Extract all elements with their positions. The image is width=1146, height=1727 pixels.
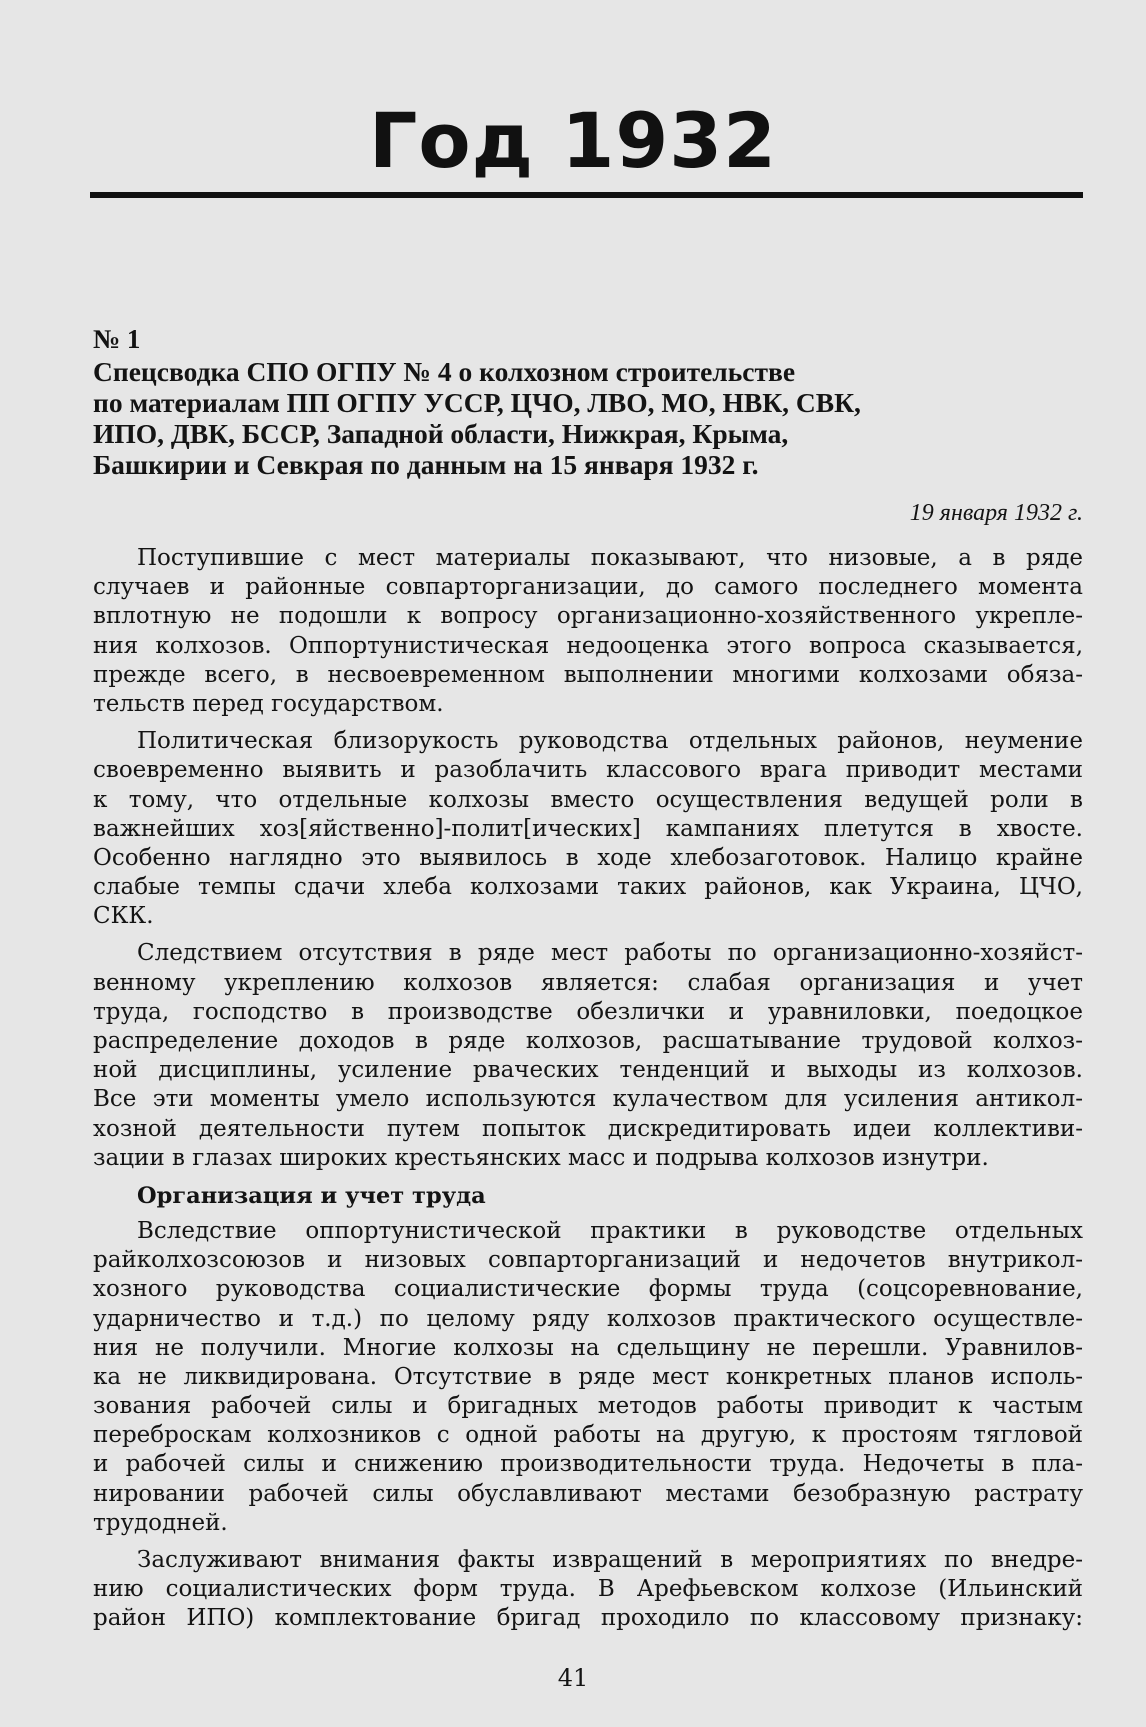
text-line: ка не ликвидирована. Отсутствие в ряде мест конкретных планов исполь- [93, 1363, 1083, 1390]
text-line: ной дисциплины, усиление рваческих тенденций и выходы из колхозов. [93, 1057, 1083, 1084]
text-line: Политическая близорукость руководства отдельных районов, неумение [137, 728, 1083, 755]
text-line: хозной деятельности путем попыток дискредитировать идеи коллективи- [93, 1115, 1083, 1142]
title-rule [90, 192, 1083, 198]
text-line: переброскам колхозников с одной работы на другую, к простоям тягловой [93, 1422, 1083, 1449]
document-title-line: Башкирии и Севкрая по данным на 15 января 1932 г. [93, 449, 759, 480]
text-line: Следствием отсутствия в ряде мест работы по организационно-хозяйст- [137, 940, 1083, 967]
document-title-line: ИПО, ДВК, БССР, Западной области, Нижкрая, Крыма, [93, 418, 789, 449]
text-line: Все эти моменты умело используются кулачеством для усиления антикол- [93, 1086, 1083, 1113]
text-line: зования рабочей силы и бригадных методов работы приводит к частым [93, 1393, 1083, 1420]
text-line: своевременно выявить и разоблачить классового врага приводит местами [93, 757, 1083, 784]
document-title-line: Спецсводка СПО ОГПУ № 4 о колхозном строительстве [93, 356, 796, 387]
text-line: Особенно наглядно это выявилось в ходе хлебозаготовок. Налицо крайне [93, 844, 1083, 871]
text-line: райколхозсоюзов и низовых совпарторганизаций и недочетов внутрикол- [93, 1247, 1083, 1274]
document-title-line: по материалам ПП ОГПУ УССР, ЦЧО, ЛВО, МО, НВК, СВК, [93, 387, 861, 418]
document-number: № 1 [93, 324, 141, 354]
text-line: зации в глазах широких крестьянских масс и подрыва колхозов изнутри. [93, 1144, 989, 1171]
paragraph [93, 1217, 1083, 1538]
text-line: Заслуживают внимания факты извращений в мероприятиях по внедре- [137, 1547, 1083, 1573]
text-line: слабые темпы сдачи хлеба колхозами таких районов, как Украина, ЦЧО, [93, 874, 1083, 901]
text-line: случаев и районные совпарторганизации, до самого последнего момента [93, 574, 1083, 601]
text-line: прежде всего, в несвоевременном выполнении многими колхозами обяза- [93, 661, 1083, 688]
chapter-title: Год 1932 [368, 96, 777, 185]
section-heading: Организация и учет труда [137, 1182, 486, 1209]
text-line: ударничество и т.д.) по целому ряду колхозов практического осуществле- [93, 1305, 1083, 1332]
text-line: тельств перед государством. [93, 690, 444, 717]
text-line: Поступившие с мест материалы показывают, что низовые, а в ряде [137, 545, 1083, 571]
document-body [93, 544, 1083, 1642]
document-date: 19 января 1932 г. [909, 500, 1083, 526]
text-line: нию социалистических форм труда. В Арефьевском колхозе (Ильинский [93, 1576, 1083, 1603]
text-line: ния колхозов. Оппортунистическая недооценка этого вопроса сказывается, [93, 632, 1083, 659]
text-line: к тому, что отдельные колхозы вместо осуществления ведущей роли в [93, 786, 1083, 813]
text-line: труда, господство в производстве обезлички и уравниловки, поедоцкое [93, 998, 1083, 1025]
paragraph [93, 1546, 1083, 1634]
text-line: важнейших хоз[яйственно]-полит[ических] кампаниях плетутся в хвосте. [93, 815, 1083, 842]
text-line: район ИПО) комплектование бригад проходило по классовому признаку: [93, 1605, 1083, 1632]
text-line: вплотную не подошли к вопросу организационно-хозяйственного укрепле- [93, 603, 1083, 630]
text-line: хозного руководства социалистические формы труда (соцсоревнование, [93, 1276, 1083, 1303]
paragraph [93, 544, 1083, 719]
text-line: и рабочей силы и снижению производительности труда. Недочеты в пла- [93, 1451, 1083, 1478]
paragraph [93, 939, 1083, 1173]
text-line: ния не получили. Многие колхозы на сдельщину не перешли. Уравнилов- [93, 1334, 1083, 1361]
text-line: Вследствие оппортунистической практики в руководстве отдельных [137, 1217, 1083, 1244]
text-line: венному укреплению колхозов является: слабая организация и учет [93, 969, 1083, 996]
page-number: 41 [557, 1664, 589, 1692]
text-line: распределение доходов в ряде колхозов, расшатывание трудовой колхоз- [93, 1028, 1083, 1054]
text-line: трудодней. [93, 1509, 228, 1536]
text-line: нировании рабочей силы обуславливают местами безобразную растрату [93, 1480, 1083, 1507]
text-line: СКК. [93, 903, 154, 930]
paragraph [93, 727, 1083, 931]
document-title [93, 356, 1083, 480]
